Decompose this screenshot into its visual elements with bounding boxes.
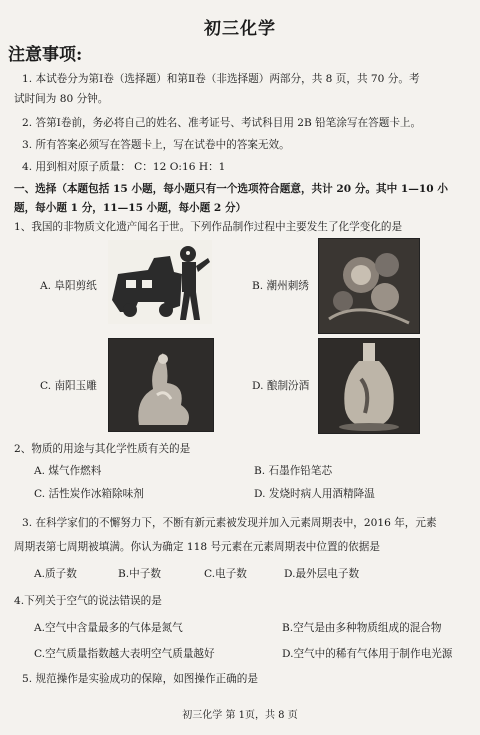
liquor-bottle-image [318,338,420,434]
q4-option-a: A.空气中含量最多的气体是氮气 [34,622,183,634]
paper-cut-illustration [108,240,212,324]
note-line-1: 1. 本试卷分为第Ⅰ卷（选择题）和第Ⅱ卷（非选择题）两部分，共 8 页，共 70 分。考 [22,73,420,85]
note-line-2: 试时间为 80 分钟。 [14,93,109,105]
page-footer: 初三化学 第 1页，共 8 页 [182,710,298,721]
q1-option-d: D. 酿制汾酒 [252,380,310,392]
q3-option-b: B.中子数 [118,568,161,580]
q3-stem-line-1: 3. 在科学家们的不懈努力下，不断有新元素被发现并加入元素周期表中，2016 年，元素 [22,517,437,529]
q4-option-c: C.空气质量指数越大表明空气质量越好 [34,648,215,660]
q2-stem: 2、物质的用途与其化学性质有关的是 [14,443,191,455]
note-line-4: 3. 所有答案必须写在答题卡上，写在试卷中的答案无效。 [22,139,290,151]
note-line-5: 4. 用到相对原子质量： C：12 O:16 H：1 [22,161,226,173]
q2-option-b: B. 石墨作铅笔芯 [254,465,333,477]
q2-option-c: C. 活性炭作冰箱除味剂 [34,488,144,500]
page-title: 初三化学 [204,19,276,39]
q4-option-d: D.空气中的稀有气体用于制作电光源 [282,648,453,660]
note-line-3: 2. 答第Ⅰ卷前，务必将自己的姓名、准考证号、考试科目用 2B 铅笔涂写在答题卡上。 [22,117,422,129]
q1-stem: 1、我国的非物质文化遗产闻名于世。下列作品制作过程中主要发生了化学变化的是 [14,221,403,233]
embroidery-illustration [319,239,419,333]
q2-option-a: A. 煤气作燃料 [34,465,102,477]
section-one-line-2: 题，每小题 1 分，11—15 小题，每小题 2 分） [14,202,247,214]
q3-option-c: C.电子数 [204,568,247,580]
q3-stem-line-2: 周期表第七周期被填满。你认为确定 118 号元素在元素周期表中位置的依据是 [14,541,380,553]
q3-option-d: D.最外层电子数 [284,568,360,580]
q3-option-a: A.质子数 [34,568,77,580]
q4-option-b: B.空气是由多种物质组成的混合物 [282,622,442,634]
liquor-bottle-illustration [319,339,419,433]
embroidery-image [318,238,420,334]
q1-option-a: A. 阜阳剪纸 [40,280,97,292]
paper-cut-image [108,240,212,324]
jade-carving-image [108,338,214,432]
jade-carving-illustration [109,339,213,431]
section-one-line-1: 一、选择（本题包括 15 小题，每小题只有一个选项符合题意，共计 20 分。其中 1—10 小 [14,183,448,195]
q4-stem: 4.下列关于空气的说法错误的是 [14,595,162,607]
q1-option-c: C. 南阳玉雕 [40,380,97,392]
notice-heading: 注意事项: [8,45,83,65]
q2-option-d: D. 发烧时病人用酒精降温 [254,488,375,500]
q1-option-b: B. 潮州刺绣 [252,280,309,292]
q5-stem: 5. 规范操作是实验成功的保障，如图操作正确的是 [22,673,258,685]
